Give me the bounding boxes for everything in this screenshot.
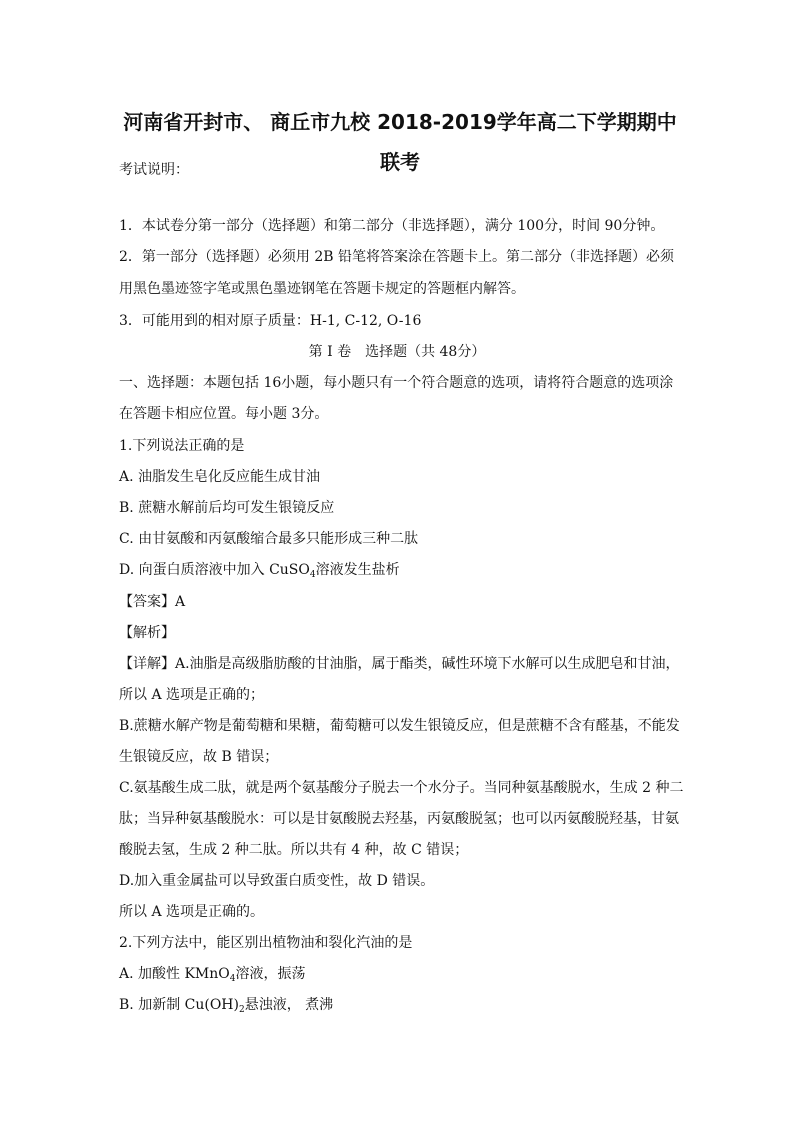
- exam-notes-heading: 考试说明：: [119, 162, 189, 178]
- q1-analysis-label: 【解析】: [119, 625, 175, 641]
- q1-detail-4: D.加入重金属盐可以导致蛋白质变性，故 D 错误。: [119, 873, 435, 889]
- document-title-line-2: 联考: [380, 150, 420, 174]
- q1-option-d-text: D. 向蛋白质溶液中加入 CuSO: [119, 562, 310, 578]
- part1-heading: 第 I 卷 选择题（共 48分）: [308, 344, 486, 360]
- exam-note-1: 1．本试卷分第一部分（选择题）和第二部分（非选择题），满分 100分，时间 90分钟。: [119, 218, 665, 234]
- section1-instructions-a: 一、选择题：本题包括 16小题，每小题只有一个符合题意的选项，请将符合题意的选项涂: [119, 375, 674, 391]
- exam-note-2b: 用黑色墨迹签字笔或黑色墨迹钢笔在答题卡规定的答题框内解答。: [119, 281, 525, 297]
- q1-option-c: C. 由甘氨酸和丙氨酸缩合最多只能形成三种二肽: [119, 531, 419, 547]
- q1-option-a: A. 油脂发生皂化反应能生成甘油: [119, 469, 321, 485]
- exam-note-3: 3．可能用到的相对原子质量：H-1, C-12, O-16: [119, 313, 422, 329]
- q2-option-b-text: B. 加新制 Cu(OH): [119, 997, 239, 1013]
- q2-option-a: [119, 964, 305, 984]
- q2-option-a-subscript: 4: [229, 974, 236, 984]
- q1-detail-1b: 所以 A 选项是正确的；: [119, 687, 265, 703]
- q1-detail-2a: B.蔗糖水解产物是葡萄糖和果糖，葡萄糖可以发生银镜反应，但是蔗糖不含有醛基，不能发: [119, 718, 680, 734]
- q2-option-a-text-end: 溶液，振荡: [235, 966, 306, 982]
- q1-conclusion: 所以 A 选项是正确的。: [119, 904, 265, 920]
- q1-stem: 1.下列说法正确的是: [119, 438, 245, 454]
- section1-instructions-b: 在答题卡相应位置。每小题 3分。: [119, 406, 329, 422]
- q1-detail-3a: C.氨基酸生成二肽，就是两个氨基酸分子脱去一个水分子。当同种氨基酸脱水，生成 2 种二: [119, 780, 684, 796]
- q1-detail-3b: 肽；当异种氨基酸脱水：可以是甘氨酸脱去羟基，丙氨酸脱氢；也可以丙氨酸脱羟基，甘氨: [119, 811, 679, 827]
- q1-answer: 【答案】A: [119, 594, 186, 610]
- q1-detail-3c: 酸脱去氢，生成 2 种二肽。所以共有 4 种，故 C 错误；: [119, 842, 469, 858]
- q2-option-a-text: A. 加酸性 KMnO: [119, 966, 230, 982]
- q1-option-d-text-end: 溶液发生盐析: [315, 562, 400, 578]
- document-title-line-1: 河南省开封市、 商丘市九校 2018-2019学年高二下学期期中: [123, 110, 677, 134]
- q1-option-d: [119, 560, 400, 580]
- q2-option-b-subscript: 2: [238, 1005, 245, 1015]
- q2-stem: 2.下列方法中，能区别出植物油和裂化汽油的是: [119, 935, 413, 951]
- q1-option-d-subscript: 4: [309, 570, 316, 580]
- q1-option-b: B. 蔗糖水解前后均可发生银镜反应: [119, 500, 335, 516]
- q1-detail-1a: 【详解】A.油脂是高级脂肪酸的甘油脂，属于酯类，碱性环境下水解可以生成肥皂和甘油，: [119, 656, 680, 672]
- q2-option-b-text-end: 悬浊液， 煮沸: [244, 997, 334, 1013]
- exam-note-2a: 2．第一部分（选择题）必须用 2B 铅笔将答案涂在答题卡上。第二部分（非选择题）必须: [119, 249, 675, 265]
- q1-detail-2b: 生银镜反应，故 B 错误；: [119, 749, 279, 765]
- q2-option-b: [119, 995, 333, 1015]
